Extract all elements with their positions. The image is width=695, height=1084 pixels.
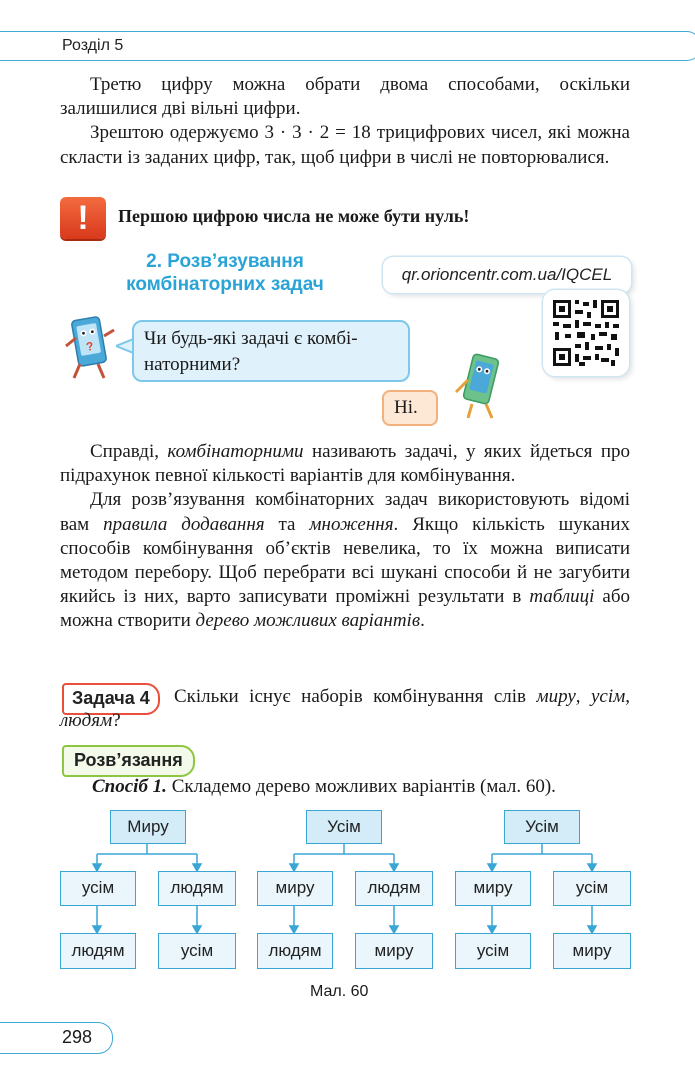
tree2-leaf-2: миру (355, 933, 433, 969)
tree3-root: Усім (504, 810, 580, 844)
svg-text:?: ? (85, 338, 95, 354)
intro-paragraph-1: Третю цифру можна обрати двома способами, оскільки залишилися дві вільні цифри. (60, 74, 630, 120)
warning-text: Першою цифрою числа не може бути нуль! (118, 206, 470, 226)
body-text (60, 440, 630, 634)
task-text (60, 685, 630, 733)
tree3-branch-2: усім (553, 871, 631, 906)
answer-bubble: Ні. (382, 390, 438, 426)
tree1-root: Миру (110, 810, 186, 844)
tree2-root: Усім (306, 810, 382, 844)
intro-paragraph-2: Зрештою одержуємо 3 · 3 · 2 = 18 трицифрових чисел, які можна скласти із заданих цифр, так, щоб цифри в числі не повторювалися. (60, 122, 630, 168)
intro-text (60, 73, 630, 170)
section-title-line-1: 2. Розв’язування (146, 251, 304, 272)
section-header: Розділ 5 (62, 37, 124, 54)
body-paragraph-2: Для розв’язування комбінаторних задач використовують відомі вам правила додавання та множення. Якщо кількість шуканих способів комбінування об’єктів невелика, то їх можна виписати методом перебору. Щоб перебрати всі шукані способи й не загубити якийсь із них, варто записувати проміжні результати в таблиці або можна створити дерево можливих варіантів. (60, 489, 630, 632)
task-label: Задача 4 (62, 683, 160, 715)
tree3-leaf-1: усім (455, 933, 531, 969)
solution-text (92, 776, 556, 798)
phone-character-left-icon (62, 312, 122, 382)
tree2-branch-2: людям (355, 871, 433, 906)
solution-label: Розв’язання (62, 745, 195, 777)
qr-code-frame[interactable] (543, 290, 629, 376)
phone-character-right-icon (452, 352, 508, 422)
task-question: Скільки існує наборів комбінування слів миру, усім, людям? (60, 686, 631, 732)
tree2-leaf-1: людям (257, 933, 333, 969)
exclamation-icon: ! (77, 199, 89, 237)
tree3-branch-1: миру (455, 871, 531, 906)
qr-code-icon (543, 290, 629, 376)
qr-link[interactable]: qr.orioncentr.com.ua/IQCEL (383, 257, 631, 293)
tree2-branch-1: миру (257, 871, 333, 906)
section-title (100, 250, 350, 296)
method-description: Складемо дерево можливих варіантів (мал. 60). (166, 776, 556, 797)
tree3-leaf-2: миру (553, 933, 631, 969)
page-number-frame (0, 1022, 113, 1054)
body-paragraph-1: Справді, комбінаторними називають задачі, у яких йдеться про підрахунок певної кількості варіантів для комбінування. (60, 441, 631, 487)
page-number: 298 (62, 1027, 93, 1047)
question-bubble: Чи будь-які задачі є комбі-наторними? (132, 320, 410, 382)
figure-caption: Мал. 60 (310, 983, 369, 1000)
method-label: Спосіб 1. (92, 776, 167, 797)
tree1-leaf-1: людям (60, 933, 136, 969)
section-title-line-2: комбінаторних задач (126, 274, 324, 295)
tree1-leaf-2: усім (158, 933, 236, 969)
tree1-branch-2: людям (158, 871, 236, 906)
tree1-branch-1: усім (60, 871, 136, 906)
